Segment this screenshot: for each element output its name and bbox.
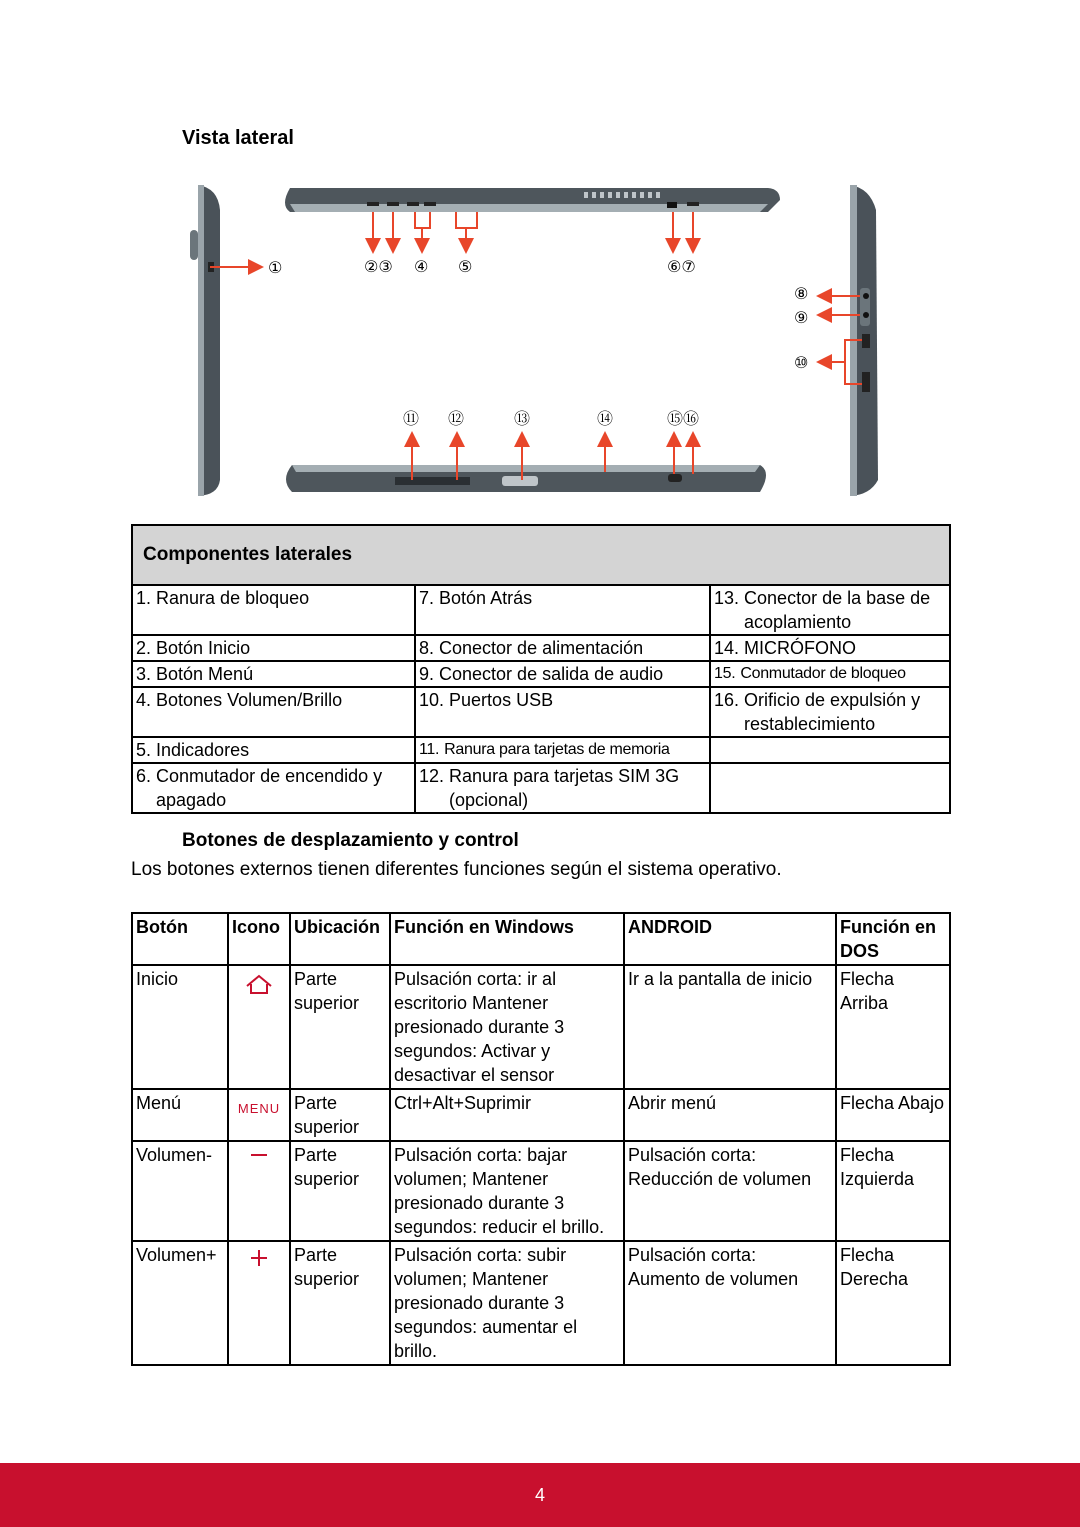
callout-9: ⑨ [794,308,809,327]
item-label: Ranura para tarjetas de memoria [444,741,670,758]
item-number: 2. [136,638,152,658]
android-function: Ir a la pantalla de inicio [624,965,836,1089]
top-callout-arrows [210,212,693,267]
minus-icon [244,1143,274,1167]
button-location: Parte superior [290,1089,390,1141]
page-number: 4 [534,1485,545,1505]
table-row [132,763,950,813]
item-number: 10. [419,690,445,710]
buttons-table [131,912,951,1366]
item-number: 16. [714,690,740,710]
callout-15-16: ⑮⑯ [667,409,700,428]
windows-function: Ctrl+Alt+Suprimir [390,1089,624,1141]
table-row [132,965,950,1089]
table-row [132,1089,950,1141]
item-number: 14. [714,638,740,658]
item-label: Botones Volumen/Brillo [156,690,343,710]
item-number: 7. [419,588,435,608]
side-view-title: Vista lateral [182,127,294,149]
icon-cell [228,965,290,1089]
components-title: Componentes laterales [132,525,950,585]
col-header: Función en DOS [836,913,950,965]
home-icon [244,973,274,997]
item-label: Indicadores [156,740,250,760]
col-header: Icono [228,913,290,965]
table-row [132,737,950,763]
button-name: Inicio [132,965,228,1089]
icon-cell [228,1089,290,1141]
col-header: Ubicación [290,913,390,965]
callout-11: ⑪ [403,409,420,428]
col-header: Botón [132,913,228,965]
callout-14: ⑭ [597,409,614,428]
tablet-left-side [190,185,220,496]
item-label: Botón Menú [156,664,254,684]
plus-icon [244,1243,274,1273]
dos-function: Flecha Derecha [836,1241,950,1365]
callout-13: ⑬ [514,409,531,428]
item-label: Conector de alimentación [439,638,644,658]
item-label: Ranura para tarjetas SIM 3G (opcional) [449,766,680,810]
item-label: MICRÓFONO [744,638,857,658]
icon-cell [228,1241,290,1365]
windows-function: Pulsación corta: subir volumen; Mantener presionado durante 3 segundos: aumentar el brillo. [390,1241,624,1365]
callout-12: ⑫ [448,409,465,428]
button-name: Volumen- [132,1141,228,1241]
callout-1: ① [268,258,283,277]
item-label: Ranura de bloqueo [156,588,310,608]
item-label: Conmutador de bloqueo [740,665,906,682]
table-header-row [132,913,950,965]
icon-cell [228,1141,290,1241]
button-location: Parte superior [290,965,390,1089]
windows-function: Pulsación corta: ir al escritorio Mantener presionado durante 3 segundos: Activar y desactivar el sensor [390,965,624,1089]
button-location: Parte superior [290,1141,390,1241]
callout-4: ④ [414,257,429,276]
item-label: Puertos USB [449,690,554,710]
item-label: Conector de salida de audio [439,664,664,684]
table-row [132,661,950,687]
item-number: 3. [136,664,152,684]
item-number: 12. [419,766,445,786]
components-table [131,524,951,814]
item-number: 5. [136,740,152,760]
item-number: 6. [136,766,152,786]
android-function: Abrir menú [624,1089,836,1141]
item-number: 13. [714,588,740,608]
button-location: Parte superior [290,1241,390,1365]
item-number: 11. [419,741,440,758]
dos-function: Flecha Abajo [836,1089,950,1141]
button-name: Volumen+ [132,1241,228,1365]
callout-10: ⑩ [794,353,809,372]
table-row [132,635,950,661]
item-number: 8. [419,638,435,658]
item-label: Botón Inicio [156,638,251,658]
menu-icon: MENU [237,1101,281,1116]
table-row [132,687,950,737]
tablet-side-view-diagram [180,180,900,500]
item-label: Orificio de expulsión y restablecimiento [744,690,921,734]
android-function: Pulsación corta: Aumento de volumen [624,1241,836,1365]
dos-function: Flecha Izquierda [836,1141,950,1241]
callout-5: ⑤ [458,257,473,276]
item-label: Conector de la base de acoplamiento [744,588,931,632]
item-number: 4. [136,690,152,710]
windows-function: Pulsación corta: bajar volumen; Mantener presionado durante 3 segundos: reducir el brillo. [390,1141,624,1241]
buttons-section-title: Botones de desplazamiento y control [182,830,519,851]
col-header: ANDROID [624,913,836,965]
table-row [132,585,950,635]
button-name: Menú [132,1089,228,1141]
callout-6-7: ⑥⑦ [667,257,696,276]
android-function: Pulsación corta: Reducción de volumen [624,1141,836,1241]
item-number: 9. [419,664,435,684]
item-number: 15. [714,665,736,682]
item-label: Conmutador de encendido y apagado [156,766,383,810]
buttons-section-intro: Los botones externos tienen diferentes funciones según el sistema operativo. [131,859,782,880]
dos-function: Flecha Arriba [836,965,950,1089]
tablet-top-edge [285,188,780,212]
col-header: Función en Windows [390,913,624,965]
callout-2-3: ②③ [364,257,393,276]
item-number: 1. [136,588,152,608]
table-row [132,1141,950,1241]
table-row [132,1241,950,1365]
callout-8: ⑧ [794,284,809,303]
item-label: Botón Atrás [439,588,533,608]
